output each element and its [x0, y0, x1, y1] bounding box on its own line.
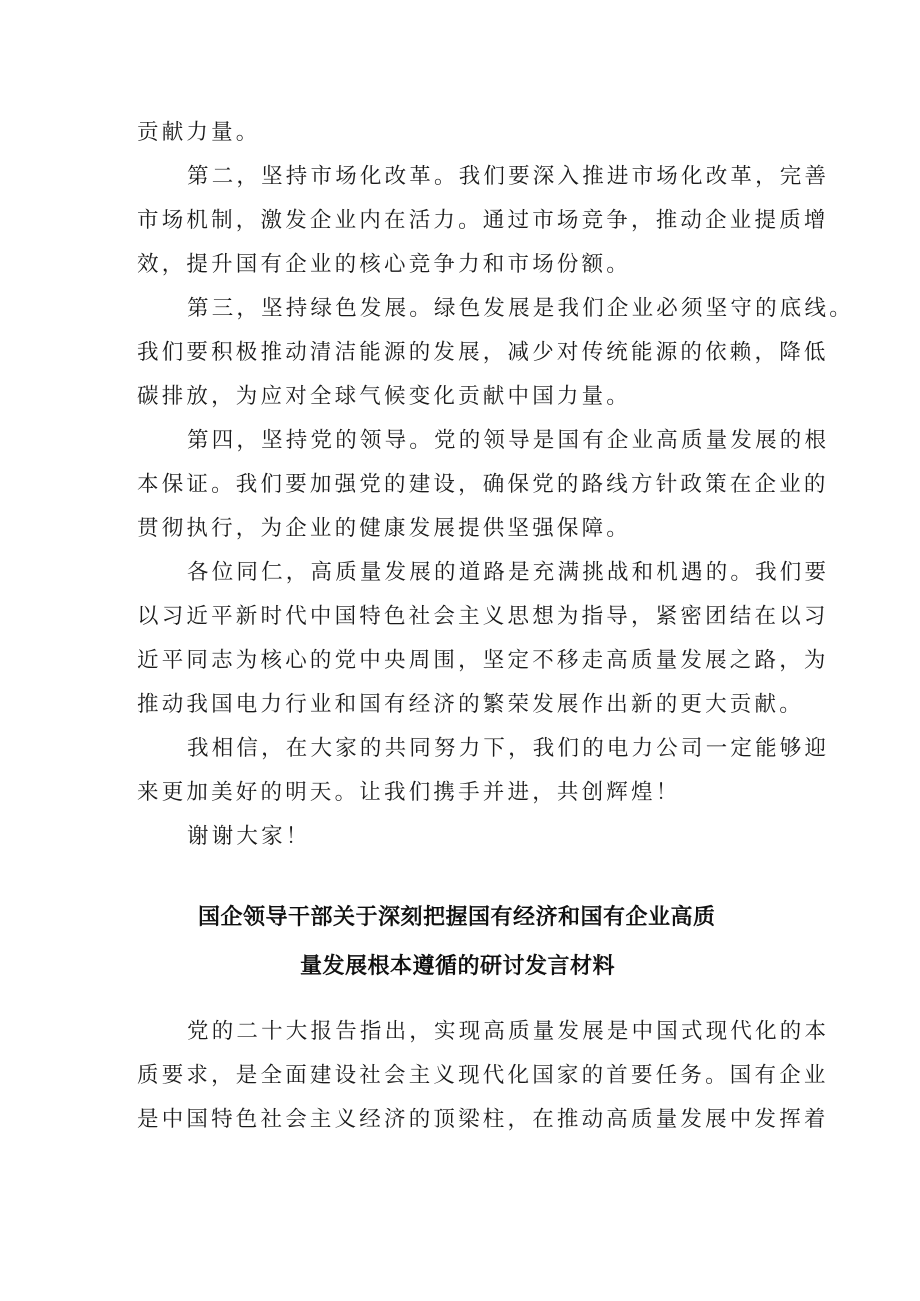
text-line: 贯彻执行，为企业的健康发展提供坚强保障。 [137, 516, 632, 541]
text-line: 第三，坚持绿色发展。绿色发展是我们企业必须坚守的底线。 [187, 296, 854, 321]
text-line: 我们要积极推动清洁能源的发展，减少对传统能源的依赖，降低 [137, 340, 829, 365]
article-title-line-2: 量发展根本遵循的研讨发言材料 [300, 954, 616, 979]
text-line: 质要求，是全面建设社会主义现代化国家的首要任务。国有企业 [137, 1063, 829, 1088]
text-line: 第二，坚持市场化改革。我们要深入推进市场化改革，完善 [187, 164, 830, 189]
text-line: 碳排放，为应对全球气候变化贡献中国力量。 [137, 384, 632, 409]
text-line: 近平同志为核心的党中央周围，坚定不移走高质量发展之路，为 [137, 648, 829, 673]
text-line: 党的二十大报告指出，实现高质量发展是中国式现代化的本 [187, 1019, 830, 1044]
text-line: 本保证。我们要加强党的建设，确保党的路线方针政策在企业的 [137, 472, 829, 497]
text-line: 第四，坚持党的领导。党的领导是国有企业高质量发展的根 [187, 428, 830, 453]
text-line: 我相信，在大家的共同努力下，我们的电力公司一定能够迎 [187, 736, 830, 761]
text-line: 以习近平新时代中国特色社会主义思想为指导，紧密团结在以习 [137, 604, 829, 629]
article-title-line-1: 国企领导干部关于深刻把握国有经济和国有企业高质 [198, 905, 716, 930]
text-line: 效，提升国有企业的核心竞争力和市场份额。 [137, 252, 632, 277]
text-line: 推动我国电力行业和国有经济的繁荣发展作出新的更大贡献。 [137, 692, 804, 717]
text-line: 是中国特色社会主义经济的顶梁柱，在推动高质量发展中发挥着 [137, 1107, 829, 1132]
text-line: 贡献力量。 [137, 120, 261, 145]
text-line: 谢谢大家！ [187, 824, 311, 849]
text-line: 来更加美好的明天。让我们携手并进，共创辉煌！ [137, 780, 681, 805]
text-line: 各位同仁，高质量发展的道路是充满挑战和机遇的。我们要 [187, 560, 830, 585]
text-line: 市场机制，激发企业内在活力。通过市场竞争，推动企业提质增 [137, 208, 829, 233]
